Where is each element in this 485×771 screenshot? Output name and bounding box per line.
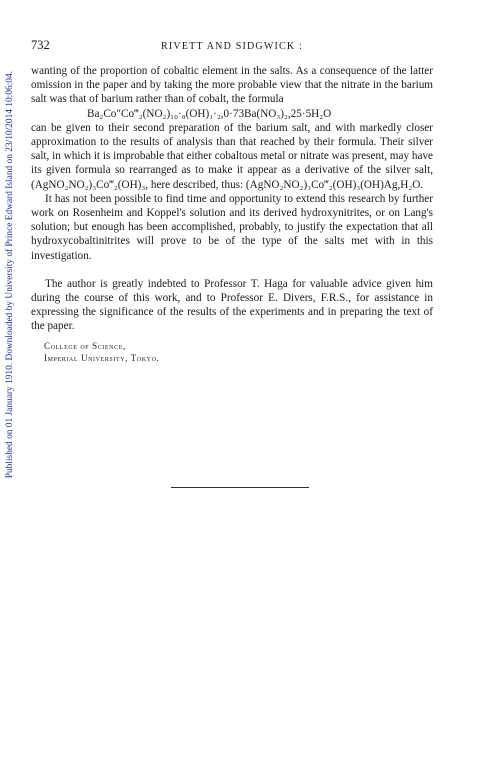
barium-salt-formula: Ba₂Co″Co‴₂(NO₂)₁₀·₈(OH)₁·₂,0·73Ba(NO₃)₂,25·5H₂O bbox=[87, 107, 332, 120]
download-notice bbox=[2, 40, 18, 510]
download-notice-text: Published on 01 January 1910. Downloaded by University of Prince Edward Island on 23/10/2014 10:06:04. bbox=[5, 71, 15, 479]
page-number: 732 bbox=[31, 38, 50, 52]
affiliation bbox=[31, 340, 433, 364]
affiliation-university: Imperial University, Tokyo. bbox=[44, 352, 160, 363]
end-rule bbox=[171, 487, 309, 488]
page-content bbox=[31, 38, 433, 364]
affiliation-college: College of Science, bbox=[44, 340, 126, 351]
paragraph-1: wanting of the proportion of cobaltic element in the salts. As a consequence of the latter omission in the paper and by taking the more probable view that the nitrate in the barium salt was that of barium rather than of cobalt, the formula bbox=[31, 65, 433, 106]
paragraph-3: It has not been possible to find time and opportunity to extend this research by further work on Rosenheim and Koppel's solution and its derived hydroxynitrites, or on Lang's solution; but enough has been accomplished, probably, to justify the expectation that all hydroxycobaltinitrites will prove to be of the type of the salts met with in this investigation. bbox=[31, 192, 433, 262]
acknowledgement-paragraph: The author is greatly indebted to Professor T. Haga for valuable advice given him during the course of this work, and to Professor E. Divers, F.R.S., for assistance in expressing the significance of the results of the experiments and in preparing the text of the paper. bbox=[31, 277, 433, 333]
paragraph-2: can be given to their second preparation of the barium salt, and with markedly closer approximation to the results of analysis than that reached by their formula. Their silver salt, in which it is improbable that either cobaltous metal or nitrate was present, may have its given formula so rearranged as to make it appear as a derivative of the silver salt, (AgNO₂NO₂)₃Co‴₂(OH)₃, here described, thus: (AgNO₂NO₂)₃Co‴₂(OH)₃(OH)Ag,H₂O. bbox=[31, 121, 433, 191]
running-title: RIVETT AND SIDGWICK : bbox=[161, 41, 303, 52]
section-gap bbox=[31, 263, 433, 277]
running-header bbox=[31, 38, 433, 56]
